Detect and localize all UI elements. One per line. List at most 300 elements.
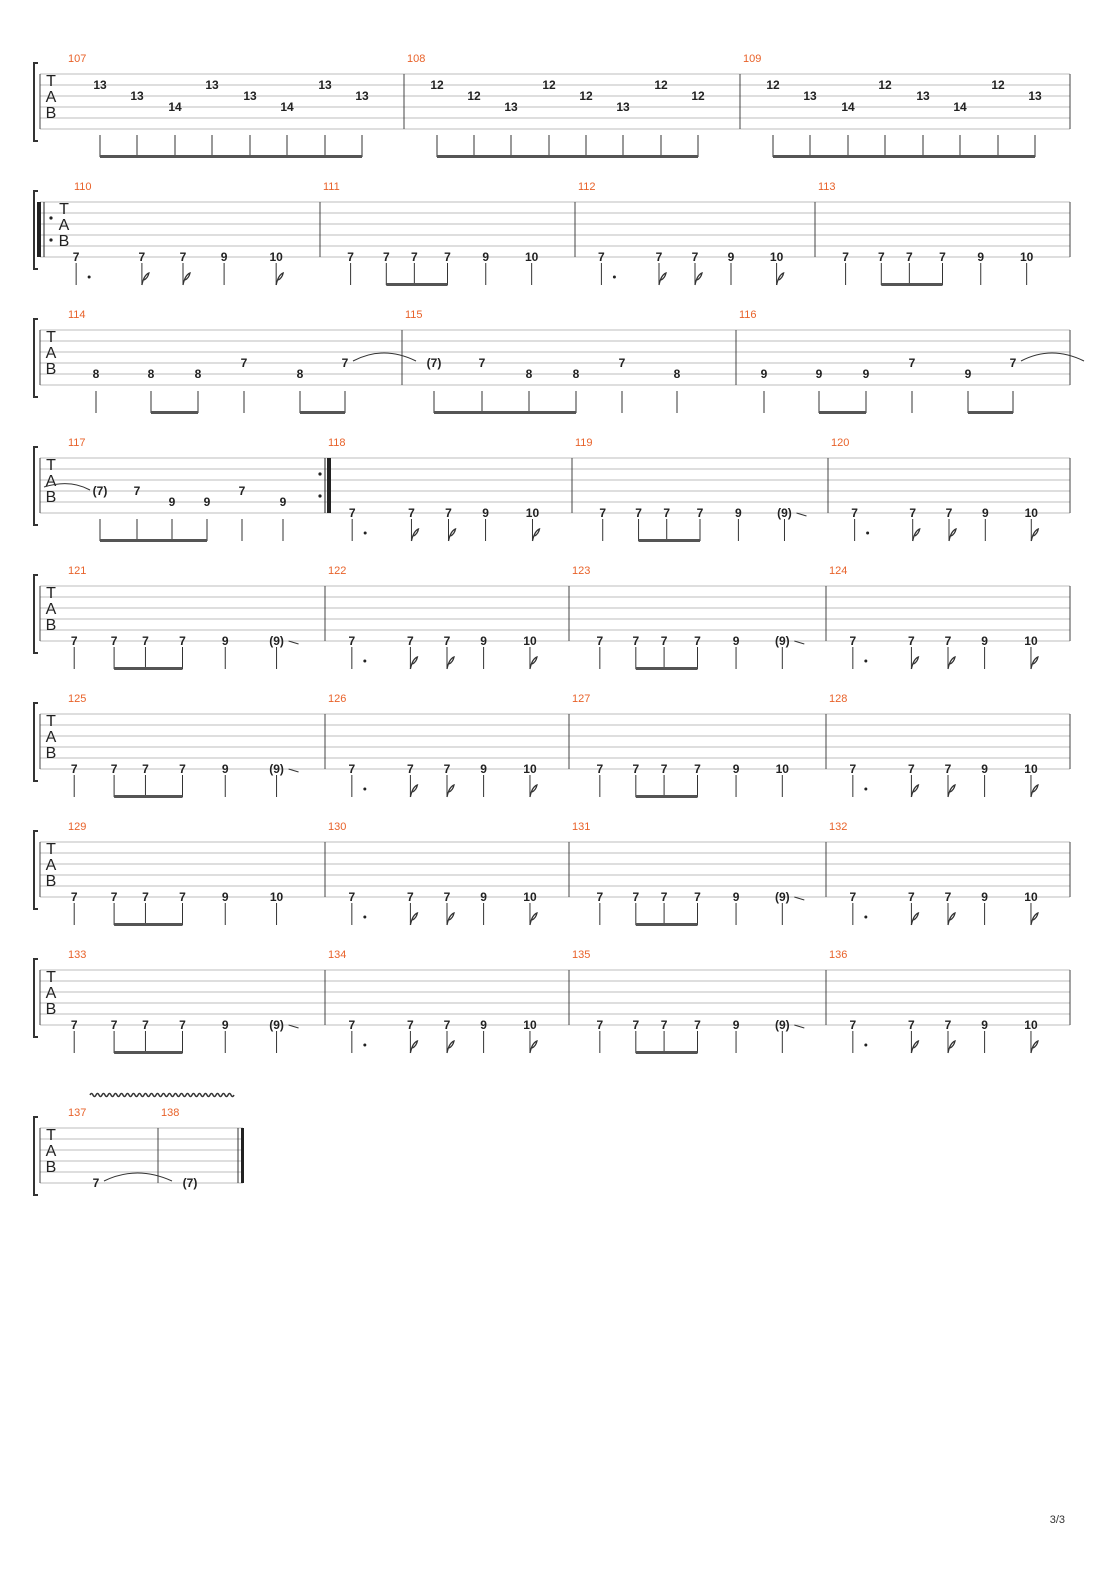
- fret-number: 9: [480, 890, 487, 904]
- fret-number: 9: [977, 250, 985, 264]
- eighth-flag: [276, 273, 283, 285]
- fret-number: 7: [443, 634, 451, 648]
- tab-clef-letter: T: [46, 1127, 56, 1144]
- tab-clef-letter: T: [46, 969, 56, 986]
- fret-number: 10: [269, 250, 283, 264]
- fret-number: 7: [632, 890, 640, 904]
- tab-clef-letter: A: [45, 89, 57, 106]
- measure-number: 127: [572, 693, 591, 705]
- measure-number: 120: [831, 437, 850, 449]
- duration-dot: [363, 660, 366, 663]
- note-beam: [151, 411, 198, 414]
- measure-number: 126: [328, 693, 347, 705]
- fret-number: 7: [179, 762, 186, 776]
- fret-number: 7: [1009, 356, 1017, 370]
- fret-number: 7: [110, 762, 118, 776]
- fret-number: 8: [194, 367, 202, 381]
- eighth-flag: [1031, 529, 1038, 541]
- eighth-flag: [410, 1041, 417, 1053]
- measure-number: 123: [572, 565, 591, 577]
- measure-number: 125: [68, 693, 87, 705]
- measure-number: 107: [68, 53, 87, 65]
- system-bracket: [34, 831, 38, 909]
- tab-clef-letter: B: [45, 745, 57, 762]
- fret-number: 9: [815, 367, 823, 381]
- measure-number: 117: [68, 437, 86, 449]
- tab-clef-letter: A: [45, 985, 57, 1002]
- fret-number: 10: [769, 250, 784, 264]
- fret-number: 13: [803, 89, 817, 103]
- note-beam: [773, 155, 810, 158]
- eighth-flag: [948, 913, 955, 925]
- fret-number: 12: [542, 78, 556, 92]
- fret-number: 8: [147, 367, 155, 381]
- fret-number: 7: [908, 890, 915, 904]
- measure-number: 111: [323, 181, 340, 193]
- fret-number: 7: [70, 1018, 78, 1032]
- note-beam: [114, 667, 182, 670]
- measure-number: 135: [572, 949, 591, 961]
- fret-number: 7: [596, 762, 604, 776]
- tab-system: [34, 1094, 244, 1196]
- duration-dot: [363, 788, 366, 791]
- fret-number: 13: [916, 89, 930, 103]
- fret-number: 7: [348, 506, 356, 520]
- fret-number: 9: [732, 890, 740, 904]
- tab-clef-letter: T: [46, 73, 56, 90]
- fret-number: 9: [221, 890, 229, 904]
- fret-number: 9: [220, 250, 228, 264]
- fret-number: 10: [1024, 506, 1038, 520]
- measure-number: 113: [818, 181, 836, 193]
- measure-number: 121: [68, 565, 87, 577]
- repeat-start-thick-bar: [37, 202, 41, 257]
- note-beam: [773, 155, 1035, 156]
- system-bracket: [34, 959, 38, 1037]
- fret-number: 14: [953, 100, 967, 114]
- fret-number: 7: [142, 634, 149, 648]
- fret-number: 7: [655, 250, 663, 264]
- fret-number: 7: [179, 250, 187, 264]
- eighth-flag: [530, 785, 537, 797]
- measure-number: 136: [829, 949, 848, 961]
- tab-clef-letter: T: [46, 713, 56, 730]
- system-bracket: [34, 575, 38, 653]
- fret-number: 7: [599, 506, 607, 520]
- fret-number: 10: [523, 634, 537, 648]
- fret-number: 10: [1024, 634, 1038, 648]
- note-beam: [923, 155, 960, 158]
- note-beam: [386, 283, 447, 286]
- fret-number: 7: [908, 1018, 915, 1032]
- fret-number: 8: [92, 367, 100, 381]
- fret-number: 7: [849, 890, 857, 904]
- fret-number: 7: [696, 506, 704, 520]
- fret-number: 14: [280, 100, 294, 114]
- note-beam: [250, 155, 287, 158]
- note-beam: [114, 795, 182, 798]
- duration-dot: [364, 532, 367, 535]
- duration-dot: [363, 1044, 366, 1047]
- tab-clef-letter: T: [46, 841, 56, 858]
- tab-clef-letter: B: [45, 1001, 57, 1018]
- fret-number: 13: [504, 100, 518, 114]
- note-beam: [819, 411, 866, 414]
- tie-arc: [104, 1173, 172, 1181]
- eighth-flag: [913, 529, 920, 541]
- fret-number: 9: [221, 1018, 229, 1032]
- fret-number: 10: [523, 1018, 537, 1032]
- fret-number: 7: [945, 506, 953, 520]
- fret-number: 7: [408, 506, 415, 520]
- tab-clef-letter: A: [45, 857, 57, 874]
- measure-number: 110: [74, 181, 92, 193]
- duration-dot: [88, 276, 91, 279]
- fret-number: 9: [279, 495, 287, 509]
- measure-number: 118: [328, 437, 346, 449]
- fret-number: 9: [732, 762, 740, 776]
- eighth-flag: [449, 529, 456, 541]
- fret-number: 13: [616, 100, 630, 114]
- fret-number: 8: [296, 367, 304, 381]
- fret-number: 7: [407, 1018, 414, 1032]
- fret-number: 7: [478, 356, 486, 370]
- fret-number: 13: [130, 89, 144, 103]
- fret-number: (9): [777, 506, 792, 520]
- tab-clef-letter: T: [59, 201, 69, 218]
- fret-number: 9: [981, 634, 988, 648]
- fret-number: 7: [70, 762, 78, 776]
- fret-number: 10: [1019, 250, 1034, 264]
- eighth-flag: [530, 657, 537, 669]
- fret-number: 9: [862, 367, 870, 381]
- fret-number: 7: [909, 506, 917, 520]
- fret-number: 12: [430, 78, 444, 92]
- fret-number: (9): [774, 634, 790, 648]
- measure-number: 128: [829, 693, 848, 705]
- final-thick-bar: [241, 1128, 244, 1183]
- fret-number: 12: [467, 89, 481, 103]
- fret-number: 7: [348, 762, 356, 776]
- fret-number: 7: [939, 250, 946, 264]
- fret-number: 7: [411, 250, 418, 264]
- fret-number: (9): [269, 634, 284, 648]
- fret-number: 9: [480, 634, 487, 648]
- duration-dot: [864, 916, 867, 919]
- fret-number: 7: [635, 506, 642, 520]
- systems: [34, 53, 1084, 1195]
- tab-clef-letter: A: [45, 345, 57, 362]
- fret-number: 7: [849, 762, 857, 776]
- fret-number: 7: [142, 890, 149, 904]
- measure-number: 137: [68, 1107, 87, 1119]
- fret-number: (9): [774, 1018, 790, 1032]
- fret-number: 8: [572, 367, 580, 381]
- fret-number: 10: [523, 890, 537, 904]
- fret-number: 7: [443, 890, 451, 904]
- fret-number: 10: [524, 250, 539, 264]
- tab-system: [34, 437, 1070, 542]
- measure-number: 114: [68, 309, 86, 321]
- eighth-flag: [410, 913, 417, 925]
- fret-number: 7: [382, 250, 390, 264]
- tab-clef-letter: B: [45, 1159, 57, 1176]
- tab-clef-letter: B: [45, 873, 57, 890]
- fret-number: 7: [660, 762, 668, 776]
- fret-number: 13: [1028, 89, 1042, 103]
- fret-number: 7: [347, 250, 354, 264]
- tab-clef-letter: T: [46, 585, 56, 602]
- fret-number: 7: [849, 634, 857, 648]
- fret-number: 9: [981, 890, 988, 904]
- tab-system: [34, 565, 1070, 670]
- fret-number: 8: [525, 367, 533, 381]
- fret-number: 10: [525, 506, 540, 520]
- eighth-flag: [1031, 913, 1038, 925]
- eighth-flag: [1031, 785, 1038, 797]
- fret-number: 7: [238, 484, 246, 498]
- eighth-flag: [142, 273, 149, 285]
- tab-system: [34, 309, 1084, 414]
- fret-number: 7: [444, 250, 451, 264]
- tab-clef-letter: A: [45, 473, 57, 490]
- eighth-flag: [532, 529, 539, 541]
- fret-number: 7: [908, 356, 916, 370]
- note-beam: [636, 923, 698, 926]
- fret-number: 7: [443, 762, 451, 776]
- fret-number: 7: [443, 1018, 451, 1032]
- fret-number: 7: [70, 890, 78, 904]
- fret-number: 7: [407, 634, 414, 648]
- note-beam: [639, 539, 700, 542]
- measure-number: 109: [743, 53, 762, 65]
- fret-number: 7: [596, 634, 604, 648]
- duration-dot: [864, 660, 867, 663]
- note-beam: [636, 667, 698, 670]
- fret-number: (9): [774, 890, 790, 904]
- measure-number: 129: [68, 821, 87, 833]
- system-bracket: [34, 63, 38, 141]
- note-beam: [636, 795, 698, 798]
- fret-number: 7: [341, 356, 349, 370]
- eighth-flag: [948, 1041, 955, 1053]
- note-beam: [968, 411, 1013, 414]
- fret-number: 9: [221, 762, 229, 776]
- measure-number: 119: [575, 437, 593, 449]
- eighth-flag: [410, 657, 417, 669]
- measure-number: 130: [328, 821, 347, 833]
- fret-number: 10: [775, 762, 789, 776]
- eighth-flag: [1031, 657, 1038, 669]
- fret-number: 9: [203, 495, 211, 509]
- tab-clef-letter: B: [45, 617, 57, 634]
- fret-number: 7: [110, 634, 118, 648]
- note-beam: [511, 155, 549, 158]
- fret-number: 7: [445, 506, 452, 520]
- duration-dot: [866, 532, 869, 535]
- fret-number: 9: [480, 762, 487, 776]
- fret-number: 7: [348, 890, 356, 904]
- fret-number: 12: [579, 89, 593, 103]
- fret-number: 7: [348, 634, 356, 648]
- fret-number: 7: [407, 890, 414, 904]
- eighth-flag: [447, 785, 454, 797]
- fret-number: 7: [179, 890, 186, 904]
- note-beam: [848, 155, 885, 158]
- fret-number: 7: [944, 634, 952, 648]
- fret-number: 13: [243, 89, 257, 103]
- fret-number: 7: [851, 506, 858, 520]
- tab-clef-letter: B: [45, 105, 57, 122]
- measure-number: 134: [328, 949, 347, 961]
- note-beam: [100, 539, 207, 542]
- measure-number: 116: [739, 309, 757, 321]
- fret-number: 9: [727, 250, 735, 264]
- fret-number: (7): [92, 484, 108, 498]
- tab-clef-letter: T: [46, 457, 56, 474]
- fret-number: 9: [732, 634, 740, 648]
- fret-number: 9: [760, 367, 768, 381]
- page-number: 3/3: [1049, 1514, 1065, 1526]
- fret-number: 7: [908, 762, 915, 776]
- fret-number: 9: [981, 1018, 988, 1032]
- note-beam: [325, 155, 362, 158]
- eighth-flag: [777, 273, 784, 285]
- tab-clef-letter: B: [58, 233, 70, 250]
- fret-number: 7: [632, 634, 640, 648]
- fret-number: 9: [964, 367, 972, 381]
- fret-number: 7: [110, 1018, 118, 1032]
- eighth-flag: [911, 913, 918, 925]
- tab-system: [34, 693, 1070, 798]
- fret-number: 7: [691, 250, 699, 264]
- fret-number: 12: [691, 89, 705, 103]
- note-beam: [100, 155, 137, 158]
- measure-number: 108: [407, 53, 426, 65]
- fret-number: 7: [906, 250, 913, 264]
- fret-number: 9: [221, 634, 229, 648]
- fret-number: (9): [269, 1018, 284, 1032]
- note-beam: [434, 411, 576, 414]
- fret-number: 7: [142, 762, 149, 776]
- eighth-flag: [659, 273, 666, 285]
- system-bracket: [34, 447, 38, 525]
- fret-number: 9: [981, 762, 988, 776]
- eighth-flag: [911, 657, 918, 669]
- eighth-flag: [411, 529, 418, 541]
- fret-number: 9: [482, 250, 490, 264]
- fret-number: 9: [480, 1018, 487, 1032]
- duration-dot: [864, 1044, 867, 1047]
- fret-number: 13: [205, 78, 219, 92]
- fret-number: 7: [598, 250, 605, 264]
- eighth-flag: [949, 529, 956, 541]
- tab-system: [34, 821, 1070, 926]
- repeat-dot: [49, 216, 52, 219]
- fret-number: 10: [523, 762, 537, 776]
- eighth-flag: [447, 1041, 454, 1053]
- fret-number: 7: [944, 890, 952, 904]
- fret-number: 7: [138, 250, 146, 264]
- eighth-flag: [911, 785, 918, 797]
- measure-number: 132: [829, 821, 848, 833]
- fret-number: 10: [1024, 890, 1038, 904]
- fret-number: 8: [673, 367, 681, 381]
- fret-number: 9: [482, 506, 489, 520]
- eighth-flag: [410, 785, 417, 797]
- fret-number: 13: [318, 78, 332, 92]
- fret-number: 7: [694, 634, 701, 648]
- note-beam: [114, 1051, 182, 1054]
- fret-number: 7: [348, 1018, 356, 1032]
- fret-number: 7: [240, 356, 248, 370]
- note-beam: [114, 923, 182, 926]
- fret-number: 9: [168, 495, 176, 509]
- fret-number: 7: [694, 762, 701, 776]
- fret-number: 7: [72, 250, 80, 264]
- fret-number: 7: [92, 1176, 100, 1190]
- fret-number: 10: [269, 890, 284, 904]
- fret-number: 7: [660, 890, 668, 904]
- tie-arc: [353, 353, 416, 361]
- measure-number: 133: [68, 949, 87, 961]
- tab-clef-letter: A: [45, 729, 57, 746]
- system-bracket: [34, 1117, 38, 1195]
- system-bracket: [34, 319, 38, 397]
- system-bracket: [34, 703, 38, 781]
- fret-number: 12: [878, 78, 892, 92]
- fret-number: 12: [654, 78, 668, 92]
- fret-number: 7: [407, 762, 414, 776]
- note-beam: [437, 155, 474, 158]
- fret-number: 14: [168, 100, 182, 114]
- fret-number: 7: [694, 1018, 701, 1032]
- tab-clef-letter: B: [45, 489, 57, 506]
- fret-number: 7: [842, 250, 849, 264]
- eighth-flag: [530, 913, 537, 925]
- eighth-flag: [911, 1041, 918, 1053]
- eighth-flag: [948, 657, 955, 669]
- fret-number: 7: [179, 1018, 186, 1032]
- fret-number: 7: [663, 506, 671, 520]
- measure-number: 115: [405, 309, 423, 321]
- repeat-dot: [318, 472, 321, 475]
- note-beam: [998, 155, 1035, 158]
- fret-number: 9: [735, 506, 742, 520]
- eighth-flag: [183, 273, 190, 285]
- fret-number: (7): [426, 356, 442, 370]
- fret-number: 7: [849, 1018, 857, 1032]
- measure-number: 122: [328, 565, 347, 577]
- fret-number: 12: [991, 78, 1005, 92]
- fret-number: (9): [269, 762, 284, 776]
- fret-number: 13: [93, 78, 107, 92]
- fret-number: 7: [694, 890, 701, 904]
- eighth-flag: [1031, 1041, 1038, 1053]
- fret-number: 7: [660, 1018, 668, 1032]
- repeat-dot: [318, 494, 321, 497]
- tie-arc: [1021, 353, 1084, 361]
- measure-number: 112: [578, 181, 596, 193]
- tab-clef-letter: T: [46, 329, 56, 346]
- measure-number: 138: [161, 1107, 180, 1119]
- repeat-dot: [49, 238, 52, 241]
- fret-number: 9: [981, 506, 989, 520]
- measure-number: 131: [572, 821, 591, 833]
- fret-number: 7: [632, 1018, 640, 1032]
- fret-number: 7: [70, 634, 78, 648]
- note-beam: [175, 155, 212, 158]
